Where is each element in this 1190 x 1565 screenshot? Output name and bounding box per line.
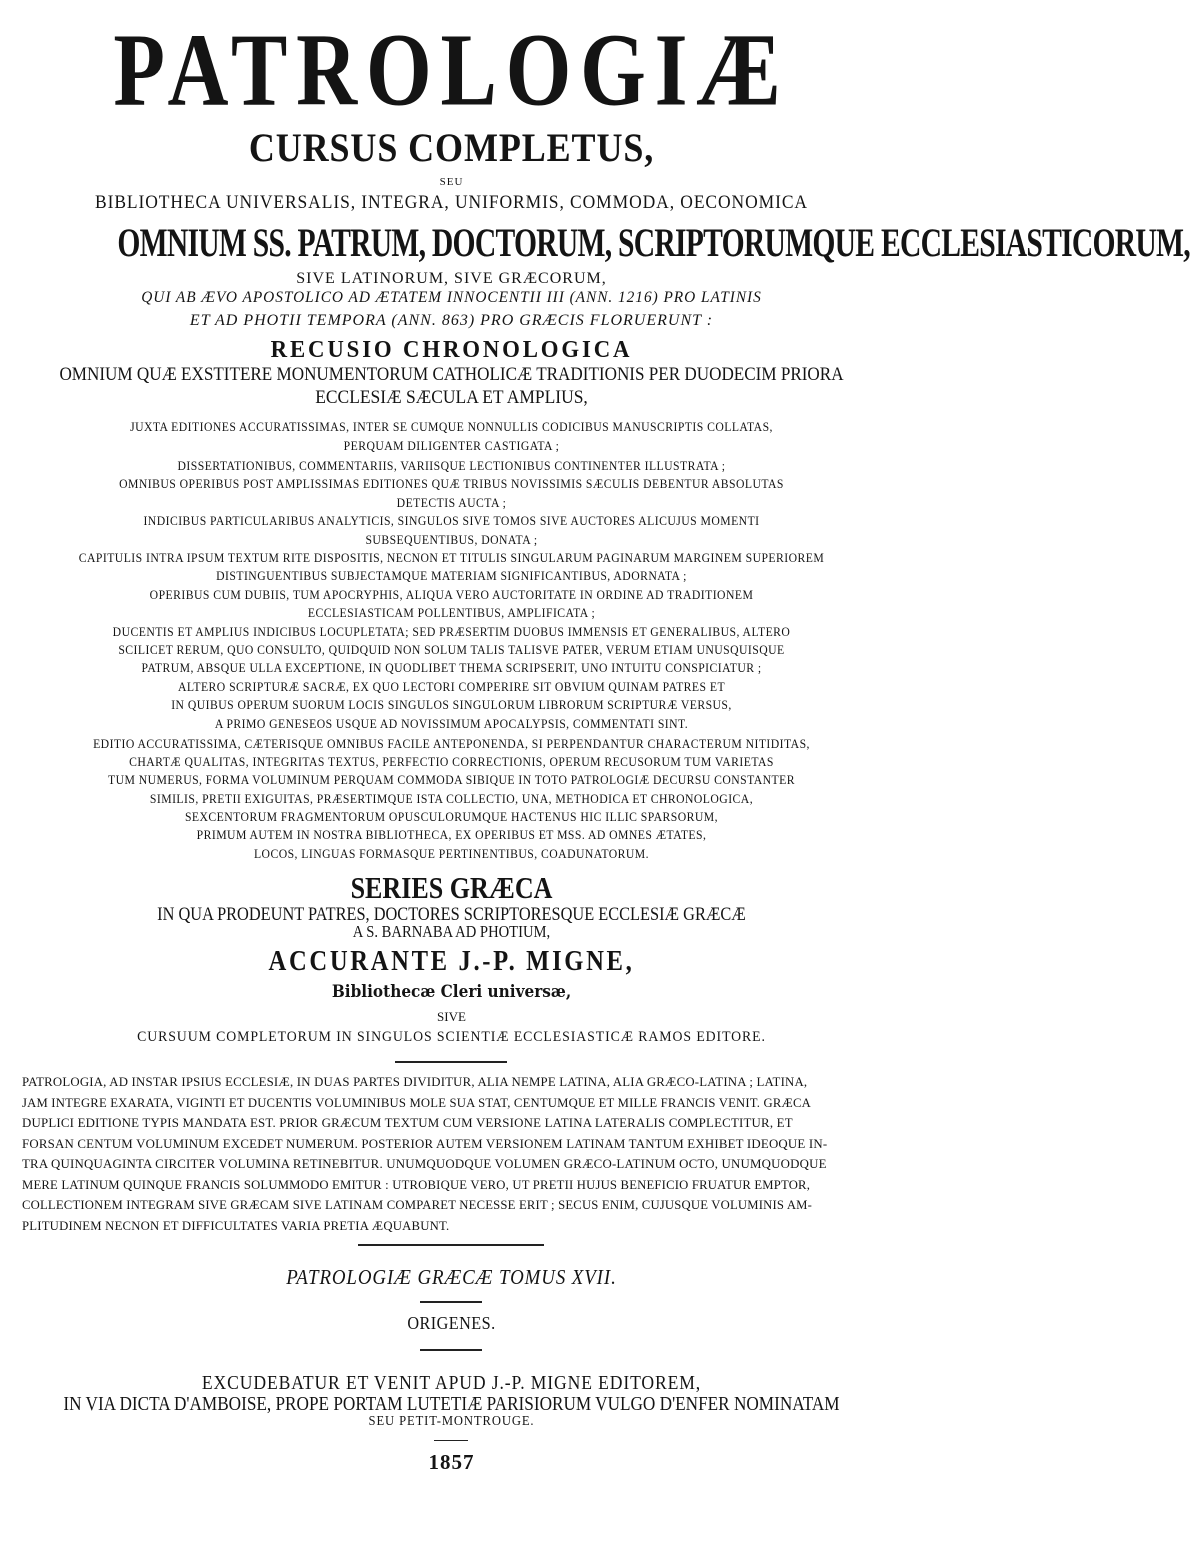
intro-line-omnium: OMNIUM SS. PATRUM, DOCTORUM, SCRIPTORUMQUE ECCLESIASTICORUM, [117,220,1190,265]
editor-role: Bibliothecæ Cleri universæ, [331,982,572,1002]
divider-rule [420,1349,482,1351]
notice-line: PATROLOGIA, AD INSTAR IPSIUS ECCLESIÆ, IN DUAS PARTES DIVIDITUR, ALIA NEMPE LATINA, ALIA GRÆCO-LATINA ; LATINA, [22,1074,808,1089]
series-line-inqua: IN QUA PRODEUNT PATRES, DOCTORES SCRIPTORESQUE ECCLESIÆ GRÆCÆ [157,904,746,925]
sive-word: SIVE [437,1009,466,1024]
notice-line: FORSAN CENTUM VOLUMINUM EXCEDET NUMERUM. POSTERIOR AUTEM VERSIONEM LATINAM TANTUM EXHIBET IDEOQUE IN- [22,1135,828,1151]
cursuum-line: CURSUUM COMPLETORUM IN SINGULOS SCIENTIÆ ECCLESIASTICÆ RAMOS EDITORE. [137,1029,766,1045]
detail-line: DISTINGUENTIBUS SUBJECTAMQUE MATERIAM SIGNIFICANTIBUS, ADORNATA ; [216,568,687,583]
detail-line: A PRIMO GENESEOS USQUE AD NOVISSIMUM APOCALYPSIS, COMMENTATI SINT. [214,716,689,731]
detail-line: SUBSEQUENTIBUS, DONATA ; [365,532,538,547]
detail-line: DISSERTATIONIBUS, COMMENTARIIS, VARIISQUE LECTIONIBUS CONTINENTER ILLUSTRATA ; [177,458,726,473]
detail-line: INDICIBUS PARTICULARIBUS ANALYTICIS, SINGULOS SIVE TOMOS SIVE AUCTORES ALICUJUS MOMENTI [143,513,760,528]
imprint-line-2: IN VIA DICTA D'AMBOISE, PROPE PORTAM LUTETIÆ PARISIORUM VULGO D'ENFER NOMINATAM [63,1393,840,1415]
notice-line: MERE LATINUM QUINQUE FRANCIS SOLUMMODO EMITUR : UTROBIQUE VERO, UT PRETII HUJUS BENEFICIO FRUATUR EMPTOR, [22,1176,811,1192]
author-name: ORIGENES. [407,1313,496,1333]
series-title: SERIES GRÆCA [350,870,553,905]
notice-line: PLITUDINEM NECNON ET DIFFICULTATES VARIA PRETIA ÆQUABUNT. [22,1217,450,1233]
detail-line: TUM NUMERUS, FORMA VOLUMINUM PERQUAM COMMODA SIBIQUE IN TOTO PATROLOGIÆ DECURSU CONSTANTER [107,772,796,787]
detail-line: ALTERO SCRIPTURÆ SACRÆ, EX QUO LECTORI COMPERIRE SIT OBVIUM QUINAM PATRES ET [177,679,726,694]
detail-line: IN QUIBUS OPERUM SUORUM LOCIS SINGULOS SINGULORUM LIBRORUM SCRIPTURÆ VERSUS, [171,697,732,712]
notice-line: TRA QUINQUAGINTA CIRCITER VOLUMINA RETINEBITUR. UNUMQUODQUE VOLUMEN GRÆCO-LATINUM OCTO, UNUMQUODQUE [22,1156,827,1171]
divider-rule [420,1301,482,1303]
detail-line: CHARTÆ QUALITAS, INTEGRITAS TEXTUS, PERFECTIO CORRECTIONIS, OPERUM RECUSORUM TUM VARIETAS [129,754,774,769]
intro-line-monumentorum: OMNIUM QUÆ EXSTITERE MONUMENTORUM CATHOLICÆ TRADITIONIS PER DUODECIM PRIORA [59,364,844,385]
detail-line: DETECTIS AUCTA ; [396,495,507,510]
detail-line: SEXCENTORUM FRAGMENTORUM OPUSCULORUMQUE HACTENUS HIC ILLIC SPARSORUM, [184,809,719,824]
intro-line-bibliotheca: BIBLIOTHECA UNIVERSALIS, INTEGRA, UNIFORMIS, COMMODA, OECONOMICA [95,192,808,213]
detail-line: DUCENTIS ET AMPLIUS INDICIBUS LOCUPLETATA; SED PRÆSERTIM DUOBUS IMMENSIS ET GENERALIBUS, ALTERO [112,624,791,639]
detail-line: PRIMUM AUTEM IN NOSTRA BIBLIOTHECA, EX OPERIBUS ET MSS. AD OMNES ÆTATES, [196,827,707,842]
notice-paragraph [22,1072,880,1236]
detail-line: OPERIBUS CUM DUBIIS, TUM APOCRYPHIS, ALIQUA VERO AUCTORITATE IN ORDINE AD TRADITIONEM [149,587,754,602]
divider-rule [358,1244,544,1246]
detail-line: PATRUM, ABSQUE ULLA EXCEPTIONE, IN QUODLIBET THEMA SCRIPSERIT, UNO INTUITU CONSPICIATUR ; [141,660,762,675]
intro-line-recusio: RECUSIO CHRONOLOGICA [270,337,633,363]
imprint-line-1: EXCUDEBATUR ET VENIT APUD J.-P. MIGNE EDITOREM, [201,1372,702,1394]
editor-line: ACCURANTE J.-P. MIGNE, [268,946,635,977]
intro-line-ecclesiae: ECCLESIÆ SÆCULA ET AMPLIUS, [315,387,588,408]
seu-word: SEU [439,176,464,188]
notice-line: DUPLICI EDITIONE TYPIS MANDATA EST. PRIOR GRÆCUM TEXTUM CUM VERSIONE LATINA LATERALIS COMPLECTITUR, ET [22,1115,793,1130]
imprint-line-3: SEU PETIT-MONTROUGE. [368,1414,535,1429]
publication-year: 1857 [428,1450,475,1474]
detail-line: EDITIO ACCURATISSIMA, CÆTERISQUE OMNIBUS FACILE ANTEPONENDA, SI PERPENDANTUR CHARACTERUM NITIDITAS, [93,736,810,751]
notice-line: JAM INTEGRE EXARATA, VIGINTI ET DUCENTIS VOLUMINIBUS MOLE SUA STAT, CENTUMQUE ET MILLE FRANCIS VENIT. GRÆCA [22,1094,811,1110]
detail-line: SCILICET RERUM, QUO CONSULTO, QUIDQUID NON SOLUM TALIS TALISVE PATER, VERUM ETIAM UNUSQUISQUE [118,642,785,657]
detail-line: PERQUAM DILIGENTER CASTIGATA ; [343,438,560,453]
divider-rule [434,1440,468,1441]
detail-line: ECCLESIASTICAM POLLENTIBUS, AMPLIFICATA ; [307,605,596,620]
intro-line-qui: QUI AB ÆVO APOSTOLICO AD ÆTATEM INNOCENTII III (ANN. 1216) PRO LATINIS [141,289,762,306]
volume-title: PATROLOGIÆ GRÆCÆ TOMUS XVII. [286,1265,617,1289]
detail-line: JUXTA EDITIONES ACCURATISSIMAS, INTER SE CUMQUE NONNULLIS CODICIBUS MANUSCRIPTIS COLLATAS, [130,419,773,434]
intro-line-photii: ET AD PHOTII TEMPORA (ANN. 863) PRO GRÆCIS FLORUERUNT : [189,312,714,329]
divider-rule [395,1061,507,1063]
detail-line: SIMILIS, PRETII EXIGUITAS, PRÆSERTIMQUE ISTA COLLECTIO, UNA, METHODICA ET CHRONOLOGICA, [149,791,754,806]
detail-line: OMNIBUS OPERIBUS POST AMPLISSIMAS EDITIONES QUÆ TRIBUS NOVISSIMIS SÆCULIS DEBENTUR ABSOLUTAS [119,476,784,491]
main-title: PATROLOGIÆ [113,11,790,128]
notice-line: COLLECTIONEM INTEGRAM SIVE GRÆCAM SIVE LATINAM COMPARET NECESSE ERIT ; SECUS ENIM, CUJUSQUE VOLUMINIS AM- [22,1197,813,1212]
intro-line-sive: SIVE LATINORUM, SIVE GRÆCORUM, [296,270,607,287]
subtitle: CURSUS COMPLETUS, [248,125,655,170]
series-line-barnaba: A S. BARNABA AD PHOTIUM, [352,922,551,941]
detail-line: LOCOS, LINGUAS FORMASQUE PERTINENTIBUS, COADUNATORUM. [253,846,650,861]
detail-line: CAPITULIS INTRA IPSUM TEXTUM RITE DISPOSITIS, NECNON ET TITULIS SINGULARUM PAGINARUM MARGINEM SUPERIOREM [78,550,825,565]
